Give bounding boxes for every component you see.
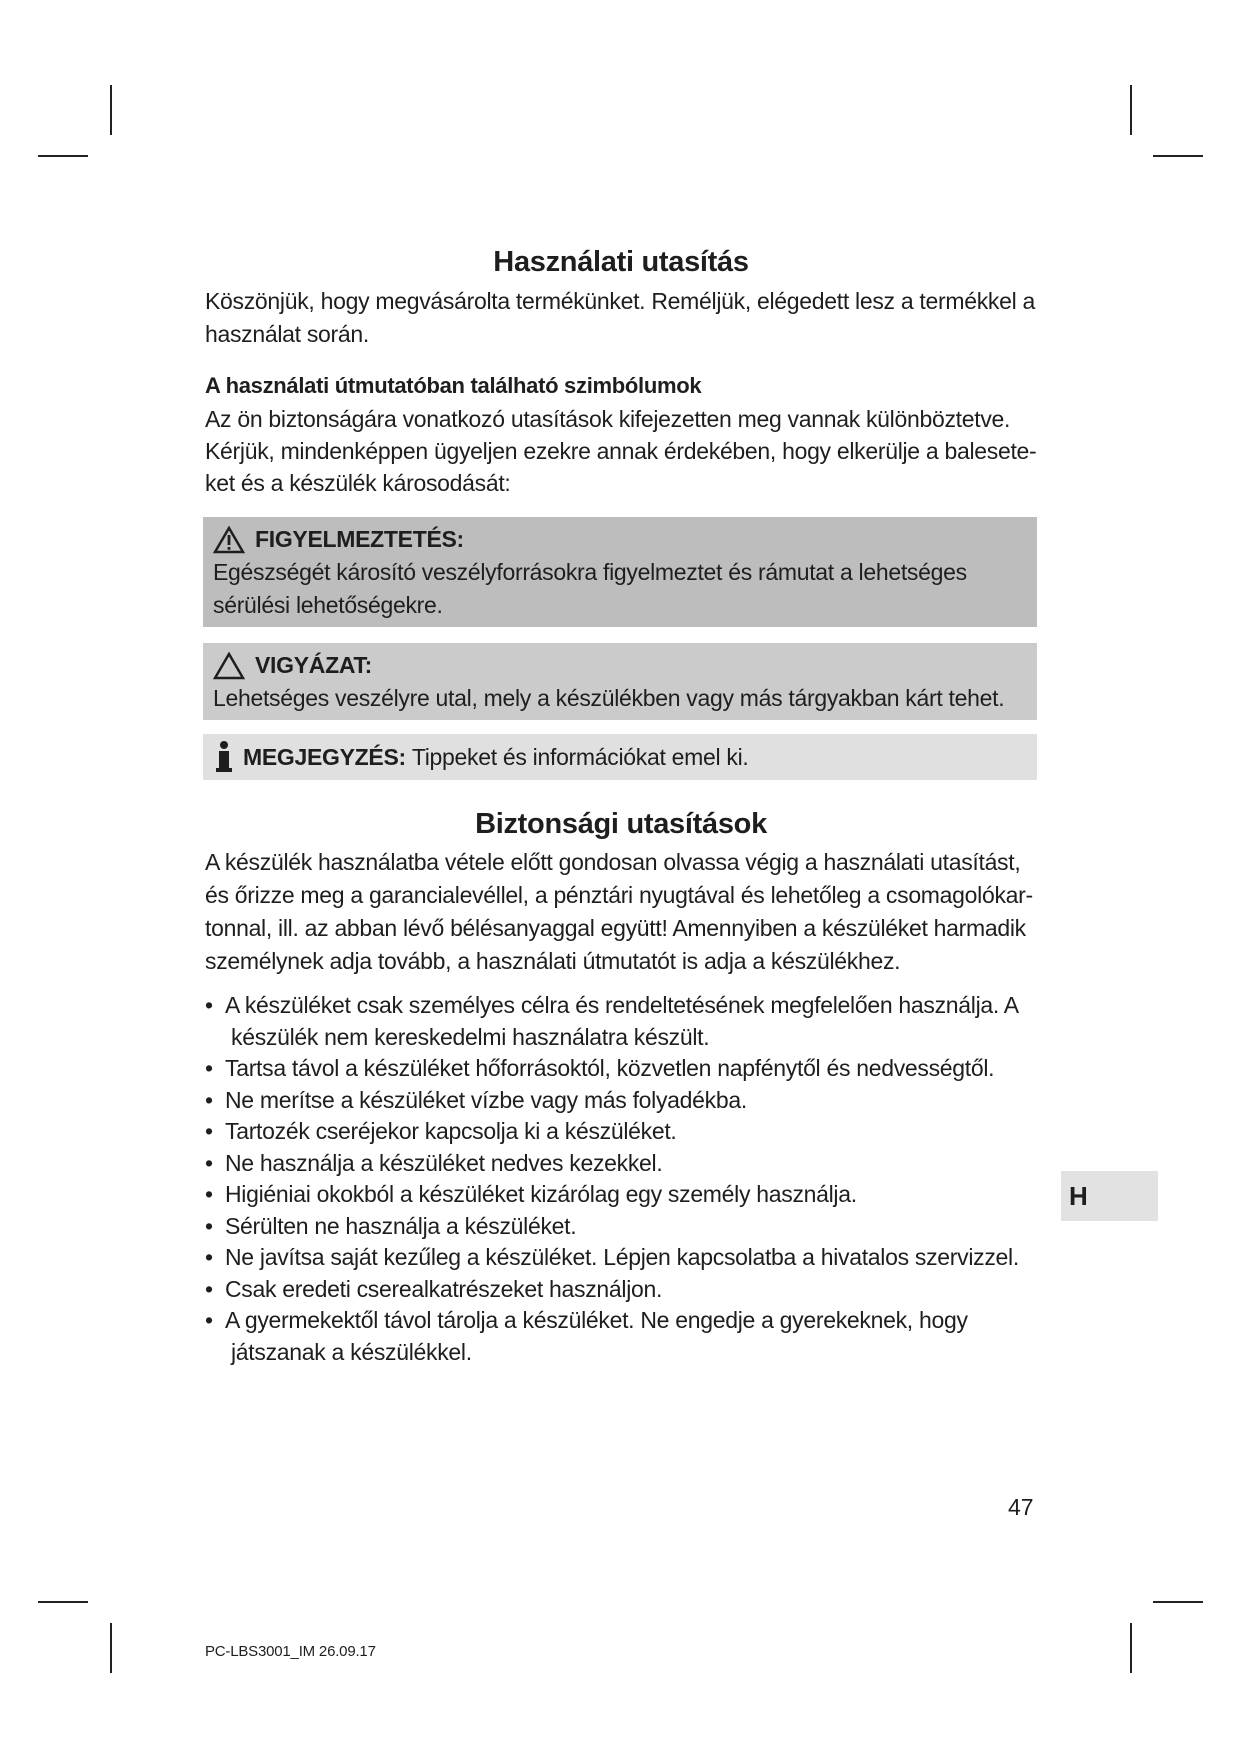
crop-mark	[110, 1623, 112, 1673]
crop-mark	[38, 1601, 88, 1603]
list-item	[205, 1305, 1037, 1368]
safety-title: Biztonsági utasítások	[475, 808, 767, 840]
caution-title: VIGYÁZAT:	[255, 652, 372, 678]
bullet: •	[205, 1118, 213, 1144]
list-item	[205, 1179, 1037, 1211]
note-text: Tippeket és információkat emel ki.	[411, 743, 749, 770]
intro-paragraph: Köszönjük, hogy megvásárolta termékünket. Reméljük, elégedett lesz a termékkel a használat során.	[205, 288, 1035, 347]
list-item-text: Ne merítse a készüléket vízbe vagy más folyadékba.	[225, 1086, 747, 1113]
warning-title: FIGYELMEZTETÉS:	[255, 526, 464, 552]
bullet: •	[205, 1244, 213, 1270]
list-item-text: Higiéniai okokból a készüléket kizárólag egy személy használja.	[225, 1181, 857, 1207]
caution-icon	[213, 652, 245, 680]
list-item-text: Ne javítsa saját kezűleg a készüléket. Lépjen kapcsolatba a hivatalos szervizzel.	[225, 1244, 1019, 1270]
list-item-text: Tartozék cseréjekor kapcsolja ki a készüléket.	[225, 1118, 677, 1144]
bullet: •	[205, 1181, 213, 1207]
bullet: •	[205, 992, 213, 1018]
bullet: •	[205, 1307, 213, 1333]
list-item	[205, 990, 1037, 1053]
crop-mark	[1130, 1623, 1132, 1673]
safety-list	[205, 990, 1037, 1368]
page-content	[205, 240, 1037, 1368]
safety-intro: A készülék használatba vétele előtt gondosan olvassa végig a használati utasítást, és őrizze meg a garancialevéllel, a pénztári nyugtával és lehetőleg a csomagolókar- tonnal, ill. az abban lévő bélésanyaggal együtt! Amennyiben a készüléket harmadik személynek adja tovább, a használati útmutatót is adja a készülékhez.	[205, 849, 1033, 974]
list-item-text: készülék nem kereskedelmi használatra készült.	[231, 1023, 710, 1050]
caution-box	[203, 643, 1037, 720]
page-title: Használati utasítás	[493, 246, 749, 278]
list-item-text: Csak eredeti cserealkatrészeket használjon.	[225, 1275, 663, 1302]
page-number: 47	[1008, 1494, 1034, 1520]
warning-text: Egészségét károsító veszélyforrásokra figyelmeztet és rámutat a lehetséges sérülési lehetőségekre.	[213, 559, 967, 618]
bullet: •	[205, 1055, 213, 1081]
symbols-heading: A használati útmutatóban található szimbólumok	[205, 373, 702, 398]
list-item	[205, 1211, 1037, 1243]
list-item	[205, 1274, 1037, 1306]
bullet: •	[205, 1275, 213, 1302]
list-item	[205, 1053, 1037, 1085]
list-item-text: A készüléket csak személyes célra és rendeltetésének megfelelően használja. A	[225, 992, 1019, 1018]
crop-mark	[1153, 155, 1203, 157]
bullet: •	[205, 1149, 213, 1176]
list-item-text: A gyermekektől távol tárolja a készüléket. Ne engedje a gyerekeknek, hogy	[225, 1307, 968, 1333]
symbols-paragraph: Az ön biztonságára vonatkozó utasítások kifejezetten meg vannak különböztetve. Kérjük, mindenképpen ügyeljen ezekre annak érdekében, hogy elkerülje a balesete- ket és a készülék károsodását:	[205, 406, 1037, 496]
warning-box	[203, 517, 1037, 627]
footer-code: PC-LBS3001_IM 26.09.17	[205, 1643, 376, 1660]
list-item	[205, 1242, 1037, 1274]
caution-text: Lehetséges veszélyre utal, mely a készülékben vagy más tárgyakban kárt tehet.	[213, 685, 1005, 711]
bullet: •	[205, 1086, 213, 1113]
crop-mark	[38, 155, 88, 157]
warning-icon	[213, 526, 245, 554]
info-icon	[213, 740, 235, 774]
list-item	[205, 1148, 1037, 1180]
list-item-text: játszanak a készülékkel.	[231, 1338, 472, 1365]
note-title: MEGJEGYZÉS:	[243, 743, 406, 770]
list-item	[205, 1116, 1037, 1148]
crop-mark	[1153, 1601, 1203, 1603]
bullet: •	[205, 1212, 213, 1239]
note-box	[203, 734, 1037, 780]
list-item-text: Ne használja a készüléket nedves kezekkel.	[225, 1149, 663, 1176]
list-item-text: Sérülten ne használja a készüléket.	[225, 1212, 577, 1239]
language-tab: H	[1061, 1171, 1158, 1221]
crop-mark	[1130, 85, 1132, 135]
list-item-text: Tartsa távol a készüléket hőforrásoktól, közvetlen napfénytől és nedvességtől.	[225, 1055, 995, 1081]
list-item	[205, 1085, 1037, 1117]
crop-mark	[110, 85, 112, 135]
